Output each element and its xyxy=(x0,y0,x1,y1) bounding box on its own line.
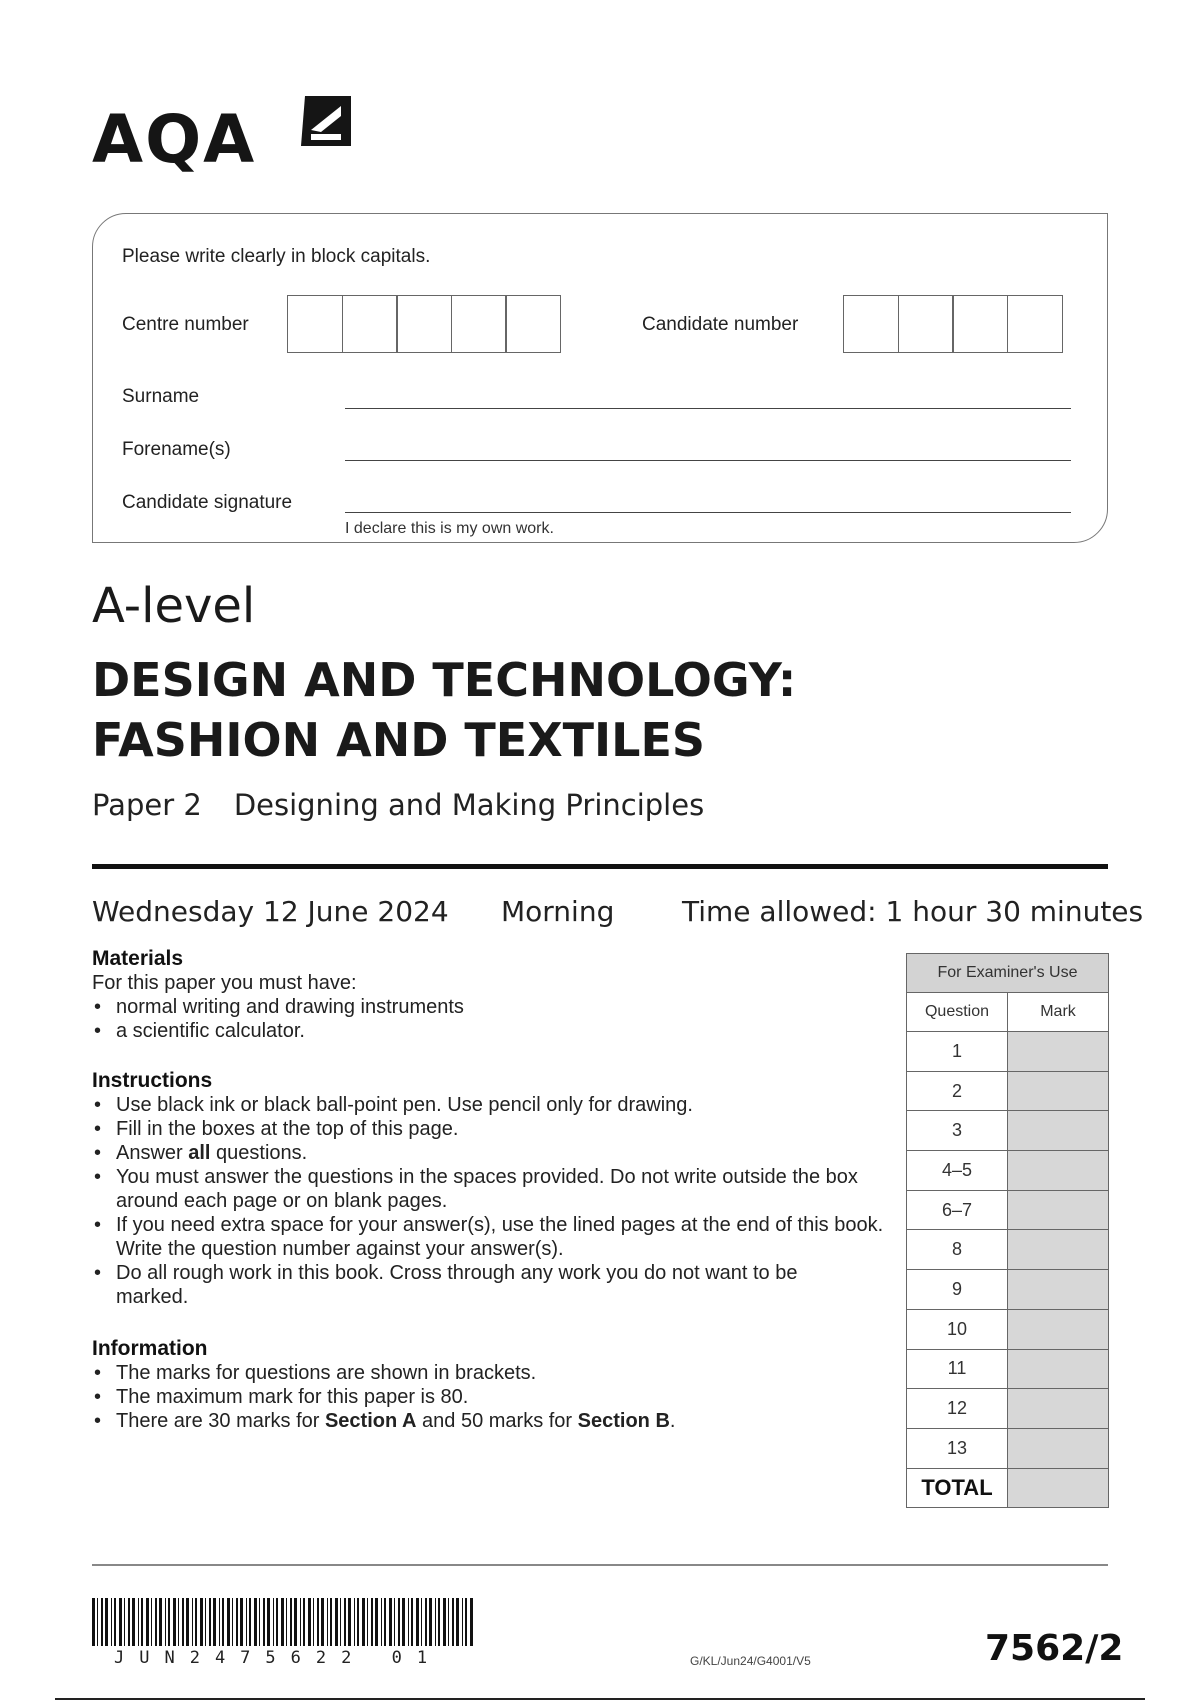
surname-label: Surname xyxy=(122,386,200,407)
instructions-section xyxy=(92,1069,892,1309)
question-number: 2 xyxy=(907,1071,1008,1111)
question-number: 13 xyxy=(907,1428,1008,1468)
candidate-digit-box[interactable] xyxy=(952,295,1008,353)
question-number: 6–7 xyxy=(907,1190,1008,1230)
question-number: 9 xyxy=(907,1270,1008,1310)
mark-cell xyxy=(1008,1071,1109,1111)
table-row xyxy=(907,1309,1109,1349)
information-heading: Information xyxy=(92,1337,208,1360)
question-number: 12 xyxy=(907,1389,1008,1429)
table-row xyxy=(907,1111,1109,1151)
examiner-table-title: For Examiner's Use xyxy=(907,954,1109,993)
mark-cell xyxy=(1008,1270,1109,1310)
qualification-level: A-level xyxy=(92,578,256,634)
information-list xyxy=(92,1361,892,1433)
materials-list xyxy=(92,995,892,1043)
list-item: • If you need extra space for your answer(s), use the lined pages at the end of this book. Write the question number against your answer(s). xyxy=(92,1213,886,1261)
header-divider xyxy=(92,864,1108,869)
question-column-header: Question xyxy=(907,993,1008,1032)
list-item: • Answer all questions. xyxy=(92,1141,892,1165)
centre-digit-box[interactable] xyxy=(451,295,507,353)
centre-digit-box[interactable] xyxy=(342,295,398,353)
examiner-use-table xyxy=(906,953,1109,1508)
subject-title-line2: FASHION AND TEXTILES xyxy=(92,713,706,767)
mark-cell xyxy=(1008,1111,1109,1151)
paper-title xyxy=(92,788,704,822)
mark-cell xyxy=(1008,1032,1109,1072)
table-row xyxy=(907,1428,1109,1468)
candidate-number-label: Candidate number xyxy=(642,314,799,335)
centre-digit-box[interactable] xyxy=(396,295,452,353)
declaration-text: I declare this is my own work. xyxy=(345,520,554,537)
mark-cell xyxy=(1008,1230,1109,1270)
materials-intro: For this paper you must have: xyxy=(92,972,357,994)
mark-cell xyxy=(1008,1349,1109,1389)
question-number: 4–5 xyxy=(907,1151,1008,1191)
barcode-digits: JUN2475622 01 xyxy=(114,1648,443,1668)
surname-line[interactable] xyxy=(345,408,1071,409)
list-item: • There are 30 marks for Section A and 50 marks for Section B. xyxy=(92,1409,892,1433)
mark-column-header: Mark xyxy=(1008,993,1109,1032)
signature-label: Candidate signature xyxy=(122,492,293,513)
table-row xyxy=(907,1032,1109,1072)
subject-title xyxy=(92,650,796,770)
signature-line[interactable] xyxy=(345,512,1071,513)
question-number: 1 xyxy=(907,1032,1008,1072)
list-item: • Fill in the boxes at the top of this page. xyxy=(92,1117,892,1141)
aqa-logo-mark-icon xyxy=(297,92,355,150)
time-allowed: Time allowed: 1 hour 30 minutes xyxy=(682,895,1144,928)
list-item: • The maximum mark for this paper is 80. xyxy=(92,1385,892,1409)
centre-digit-box[interactable] xyxy=(505,295,561,353)
exam-session: Morning xyxy=(501,895,615,928)
table-row xyxy=(907,1071,1109,1111)
barcode-icon xyxy=(92,1598,477,1646)
table-row xyxy=(907,1349,1109,1389)
mark-cell xyxy=(1008,1190,1109,1230)
paper-code: 7562/2 xyxy=(985,1628,1124,1669)
paper-number: Paper 2 xyxy=(92,788,202,822)
materials-heading: Materials xyxy=(92,947,184,970)
list-item: • normal writing and drawing instruments xyxy=(92,995,892,1019)
table-row xyxy=(907,1151,1109,1191)
centre-number-label: Centre number xyxy=(122,314,249,335)
centre-number-boxes[interactable] xyxy=(287,295,560,353)
forenames-label: Forename(s) xyxy=(122,439,231,460)
materials-section xyxy=(92,947,892,1043)
candidate-number-boxes[interactable] xyxy=(843,295,1061,353)
question-number: 11 xyxy=(907,1349,1008,1389)
mark-cell xyxy=(1008,1428,1109,1468)
total-label: TOTAL xyxy=(907,1468,1008,1508)
exam-date: Wednesday 12 June 2024 xyxy=(92,895,449,928)
list-item: • Use black ink or black ball-point pen. Use pencil only for drawing. xyxy=(92,1093,892,1117)
aqa-logo xyxy=(92,92,362,182)
list-item: • Do all rough work in this book. Cross through any work you do not want to be marked. xyxy=(92,1261,846,1309)
list-item: • You must answer the questions in the spaces provided. Do not write outside the box around each page or on blank pages. xyxy=(92,1165,886,1213)
total-mark-cell xyxy=(1008,1468,1109,1508)
mark-cell xyxy=(1008,1309,1109,1349)
forenames-line[interactable] xyxy=(345,460,1071,461)
block-capitals-instruction: Please write clearly in block capitals. xyxy=(122,246,431,267)
centre-digit-box[interactable] xyxy=(287,295,343,353)
list-item: • The marks for questions are shown in brackets. xyxy=(92,1361,892,1385)
question-number: 3 xyxy=(907,1111,1008,1151)
logo-text: AQA xyxy=(92,101,257,178)
table-row xyxy=(907,1230,1109,1270)
list-item: • a scientific calculator. xyxy=(92,1019,892,1043)
question-number: 10 xyxy=(907,1309,1008,1349)
footer-divider xyxy=(92,1564,1108,1566)
table-row xyxy=(907,1468,1109,1508)
candidate-digit-box[interactable] xyxy=(898,295,954,353)
candidate-digit-box[interactable] xyxy=(1007,295,1063,353)
paper-reference: G/KL/Jun24/G4001/V5 xyxy=(690,1654,811,1668)
paper-name: Designing and Making Principles xyxy=(233,788,705,822)
mark-cell xyxy=(1008,1151,1109,1191)
candidate-digit-box[interactable] xyxy=(843,295,899,353)
instructions-heading: Instructions xyxy=(92,1069,213,1092)
subject-title-line1: DESIGN AND TECHNOLOGY: xyxy=(92,653,797,707)
table-row xyxy=(907,1389,1109,1429)
question-number: 8 xyxy=(907,1230,1008,1270)
table-row xyxy=(907,1270,1109,1310)
instructions-list xyxy=(92,1093,892,1309)
information-section xyxy=(92,1337,892,1433)
table-row xyxy=(907,1190,1109,1230)
mark-cell xyxy=(1008,1389,1109,1429)
